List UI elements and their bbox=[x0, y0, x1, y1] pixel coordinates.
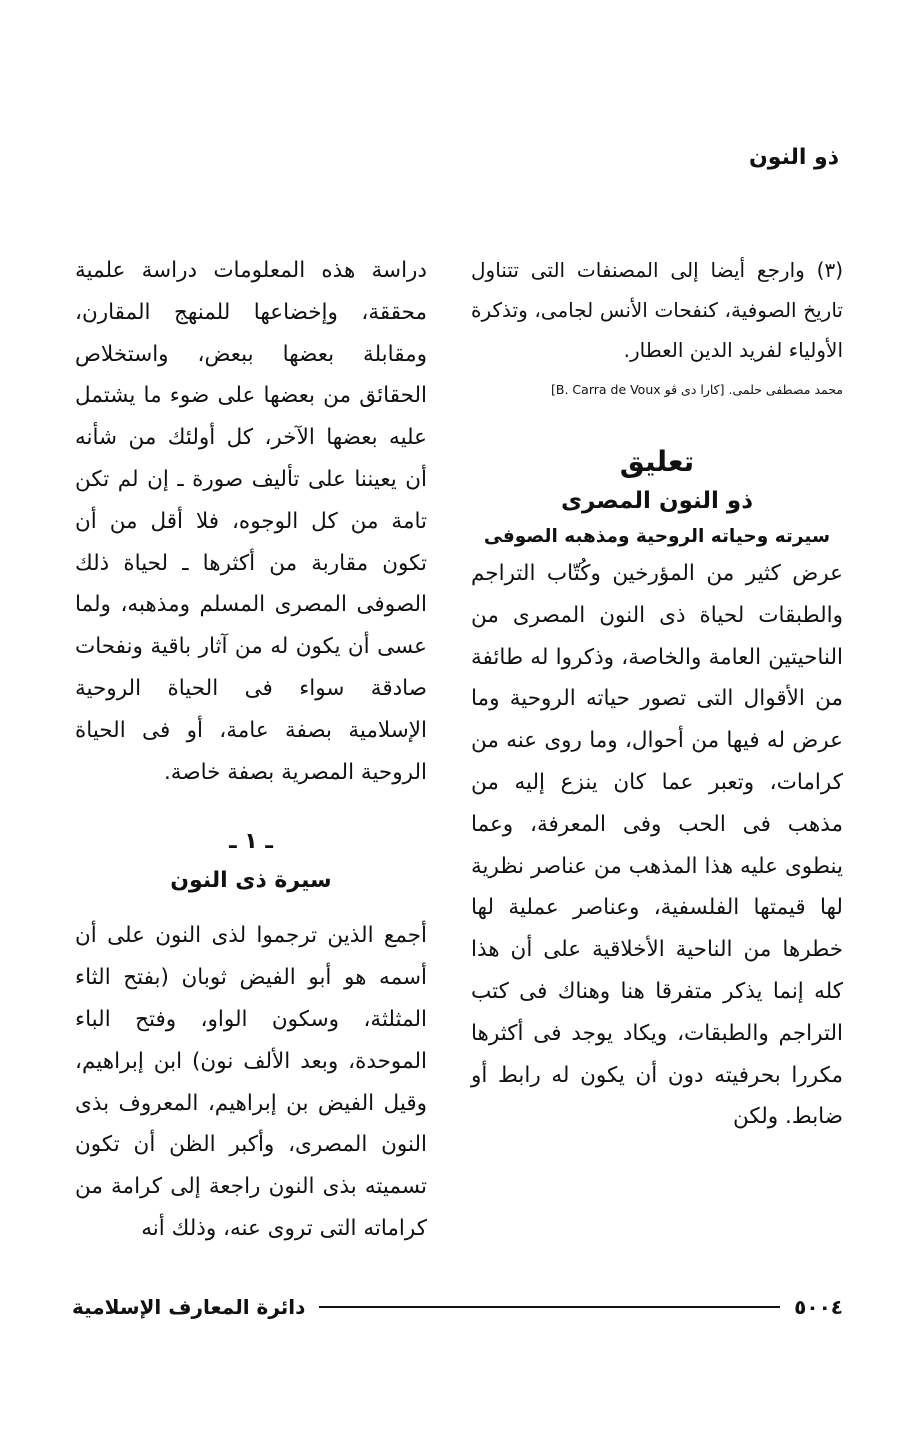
body-paragraph: عرض كثير من المؤرخين وكُتّاب التراجم والطبقات لحياة ذى النون المصرى من الناحيتين العامة والخاصة، وذكروا له طائفة من الأقوال التى تصور حياته الروحية وما عرض له فيها من أحوال، وما روى عنه من كرامات، وتعبر عما كان ينزع إليه من مذهب فى الحب وفى المعرفة، وعما ينطوى عليه هذا المذهب من عناصر نظرية لها قيمتها الفلسفية، وعناصر عملية لها خطرها من الناحية الأخلاقية على أن هذا كله إنما يذكر متفرقا هنا وهناك فى كتب التراجم والطبقات، ويكاد يوجد فى أكثرها مكررا بحرفيته دون أن يكون له رابط أو ضابط. ولكن bbox=[471, 561, 843, 1130]
left-column bbox=[75, 250, 427, 1250]
section-number: ـ ١ ـ bbox=[229, 829, 273, 855]
footnote: (٣) وارجع أيضا إلى المصنفات التى تتناول تاريخ الصوفية، كنفحات الأنس لجامى، وتذكرة الأولياء لفريد الدين العطار. bbox=[471, 258, 843, 362]
section-title: سيرة ذى النون bbox=[170, 868, 332, 894]
page-number: ٥٠٠٤ bbox=[794, 1295, 843, 1319]
body-paragraph: أجمع الذين ترجموا لذى النون على أن أسمه هو أبو الفيض ثوبان (بفتح الثاء المثلثة، وسكون الواو، وفتح الباء الموحدة، وبعد الألف نون) ابن إبراهيم، وقيل الفيض بن إبراهيم، المعروف بذى النون المصرى، وأكبر الظن أن تكون تسميته بذى النون راجعة إلى كرامة من كراماته التى تروى عنه، وذلك أنه bbox=[75, 923, 427, 1241]
article-subtitle: سيرته وحياته الروحية ومذهبه الصوفى bbox=[483, 526, 831, 547]
right-column bbox=[471, 250, 843, 1138]
encyclopedia-title: دائرة المعارف الإسلامية bbox=[72, 1295, 306, 1319]
commentary-heading: تعليق bbox=[619, 445, 695, 478]
footer-divider bbox=[319, 1306, 780, 1308]
body-paragraph: دراسة هذه المعلومات دراسة علمية محققة، وإخضاعها للمنهج المقارن، ومقابلة بعضها ببعض، واستخلاص الحقائق من بعضها على ضوء ما يشتمل عليه بعضها الآخر، كل أولئك من شأنه أن يعيننا على تأليف صورة ـ إن لم تكن تامة من كل الوجوه، فلا أقل من أن تكون مقاربة من أكثرها ـ لحياة ذلك الصوفى المصرى المسلم ومذهبه، ولما عسى أن يكون له من آثار باقية ونفحات صادقة سواء فى الحياة الروحية الإسلامية بصفة عامة، أو فى الحياة الروحية المصرية بصفة خاصة. bbox=[75, 258, 427, 785]
running-header: ذو النون bbox=[749, 145, 839, 170]
page-footer bbox=[72, 1292, 843, 1322]
article-title: ذو النون المصرى bbox=[560, 488, 754, 514]
author-citation: محمد مصطفى حلمى. [كارا دى ڤو B. Carra de Voux] bbox=[551, 382, 843, 397]
